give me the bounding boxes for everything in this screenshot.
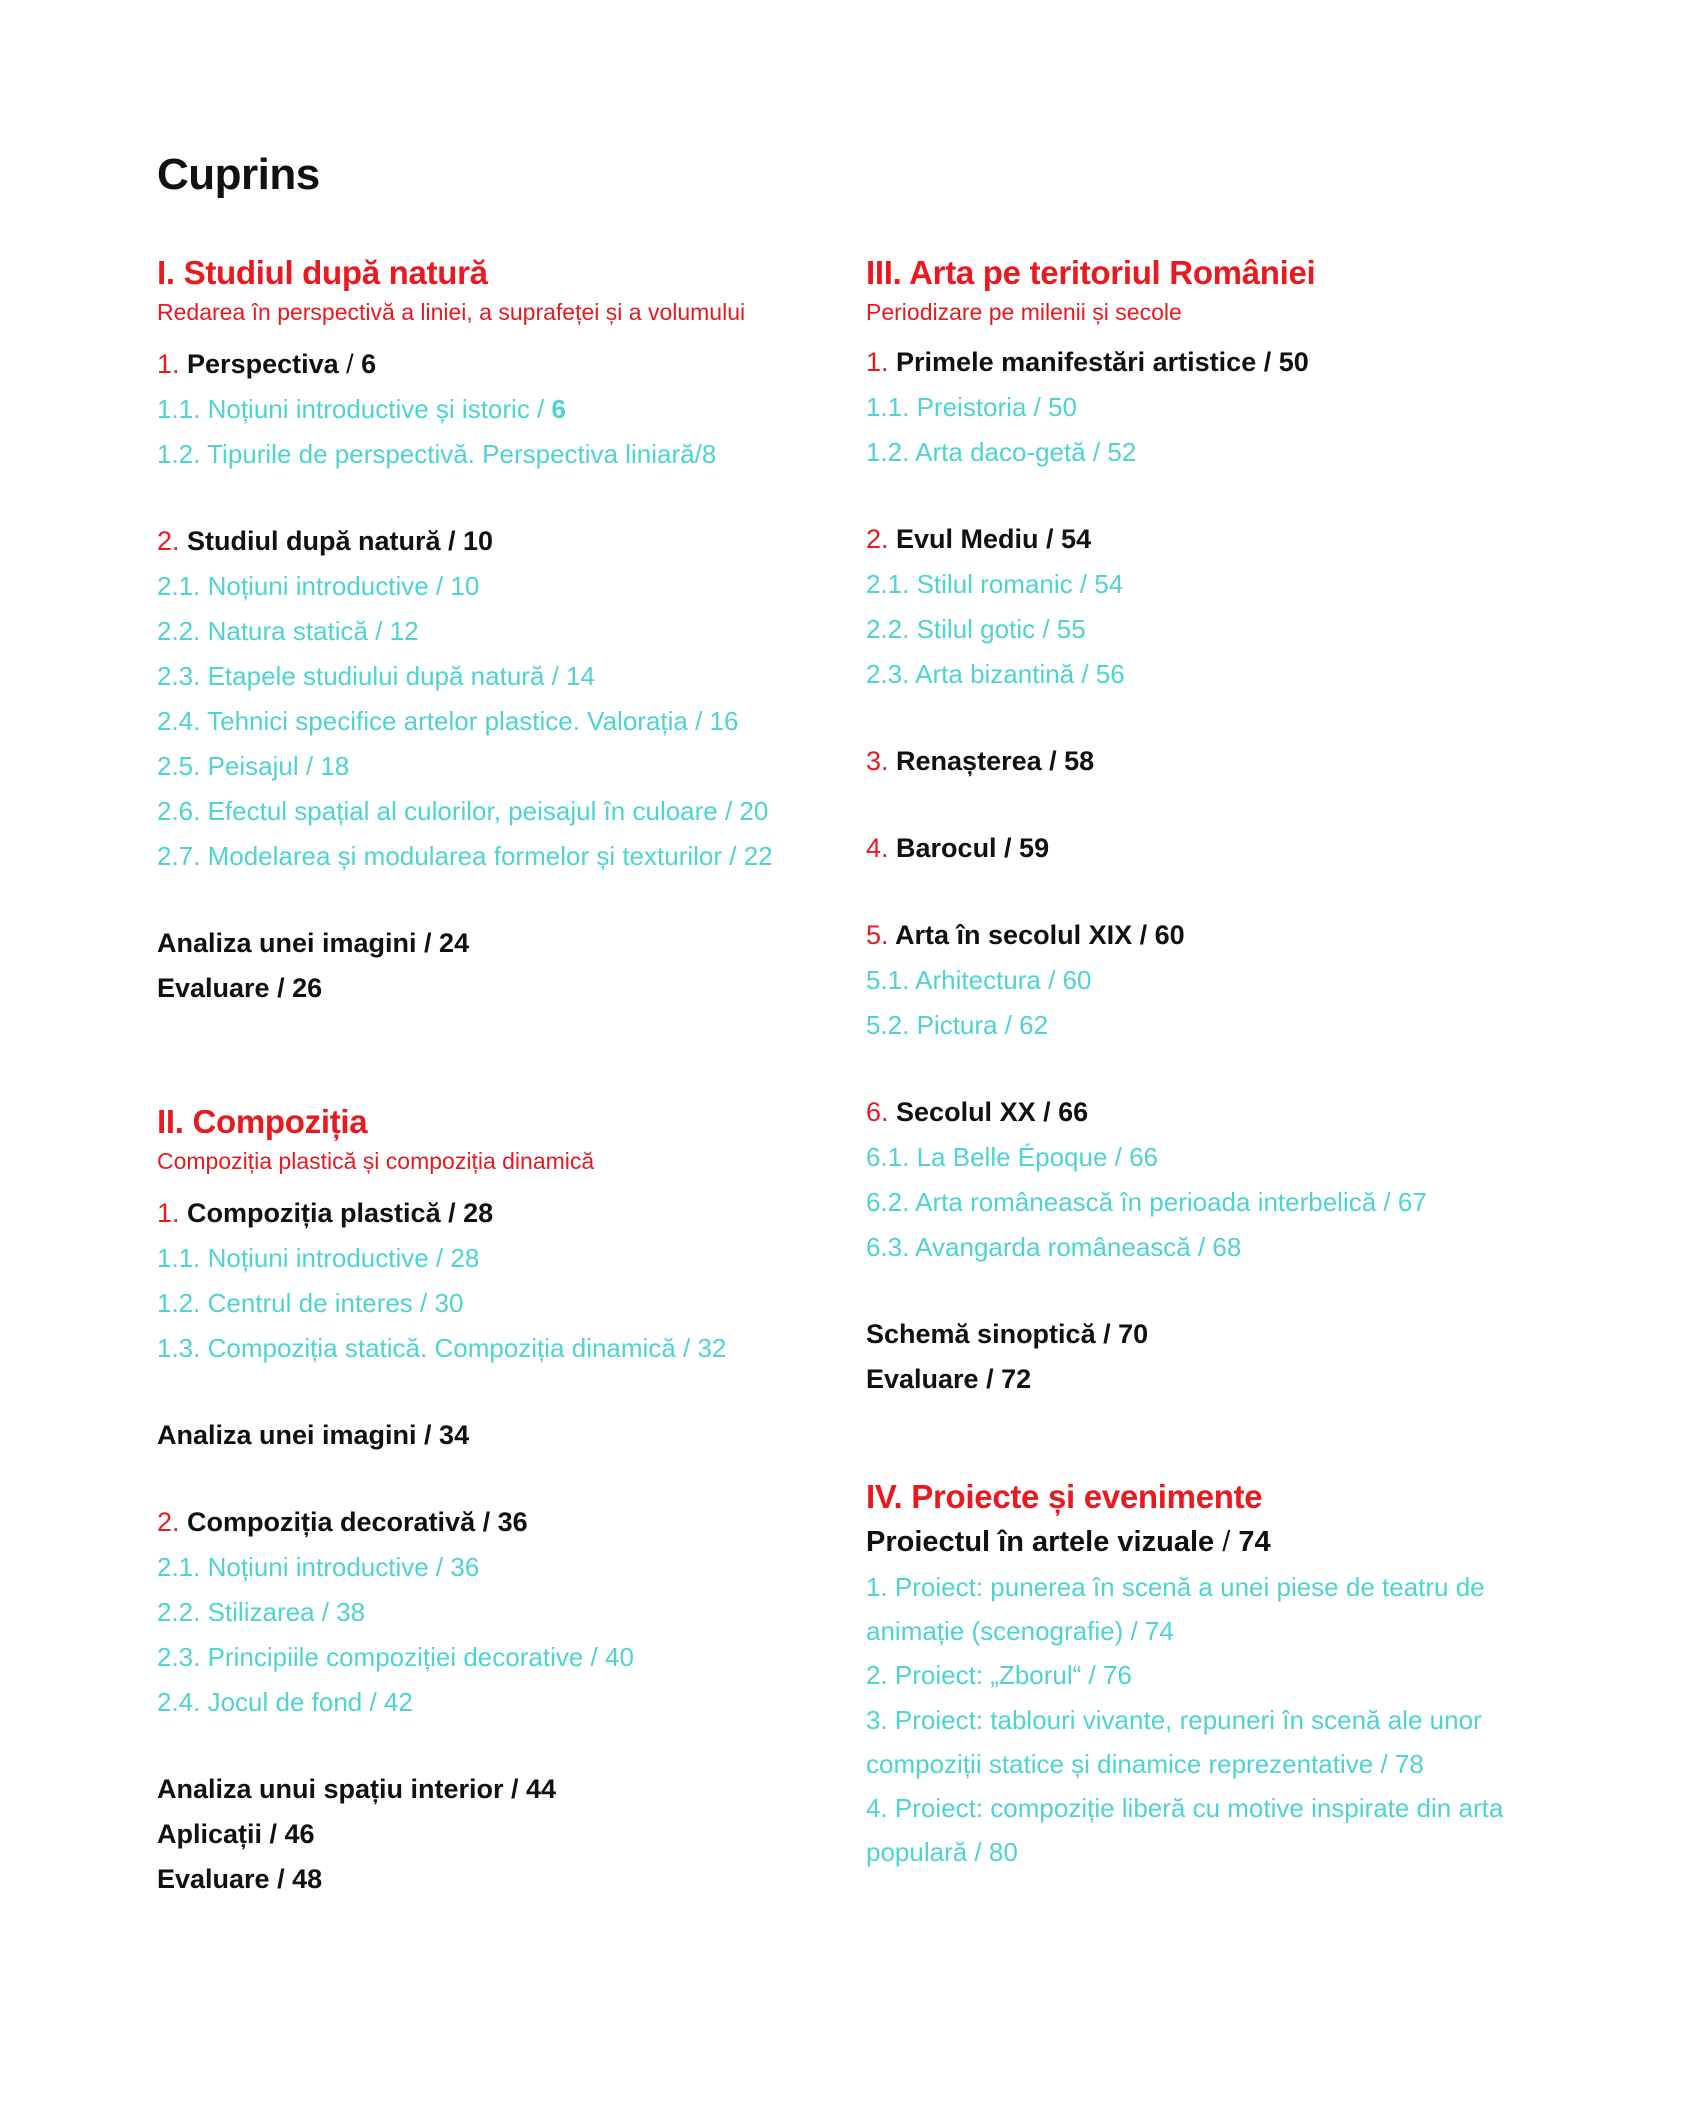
- lesson-title: Secolul XX / 66: [888, 1097, 1089, 1127]
- toc-topic[interactable]: 2.2. Stilizarea / 38: [157, 1597, 366, 1627]
- toc-entry[interactable]: Evaluare / 72: [866, 1364, 1032, 1394]
- lesson-number: 1.: [866, 347, 889, 377]
- toc-topic[interactable]: 1.2. Arta daco-getă / 52: [866, 437, 1137, 467]
- toc-entry[interactable]: Schemă sinoptică / 70: [866, 1319, 1149, 1349]
- toc-topic[interactable]: 3. Proiect: tablouri vivante, repuneri în scenă ale unor compoziții statice și dinamice reprezentative / 78: [866, 1705, 1482, 1779]
- toc-entry[interactable]: [866, 1520, 1566, 1565]
- toc-lesson[interactable]: [157, 1191, 837, 1236]
- section-subtitle: Periodizare pe milenii și secole: [866, 299, 1182, 325]
- page-separator: /: [338, 349, 362, 379]
- lesson-title: Studiul după natură / 10: [179, 526, 494, 556]
- toc-topic[interactable]: 2.1. Noțiuni introductive / 36: [157, 1552, 480, 1582]
- page-separator: /: [1214, 1526, 1239, 1558]
- lesson-number: 1.: [157, 1198, 180, 1228]
- lesson-title: Compoziția decorativă / 36: [179, 1507, 528, 1537]
- entry-title: Proiectul în artele vizuale: [866, 1526, 1215, 1558]
- lesson-number: 1.: [157, 349, 180, 379]
- toc-topic[interactable]: 1. Proiect: punerea în scenă a unei piese de teatru de animație (scenografie) / 74: [866, 1572, 1485, 1646]
- page-number: 6: [361, 349, 377, 379]
- section-4: [866, 1474, 1566, 1874]
- toc-topic[interactable]: 6.3. Avangarda românească / 68: [866, 1232, 1242, 1262]
- toc-topic[interactable]: 1.2. Tipurile de perspectivă. Perspectiva liniară/8: [157, 439, 717, 469]
- toc-lesson[interactable]: [157, 1500, 837, 1545]
- toc-lesson[interactable]: [866, 913, 1566, 958]
- toc-topic[interactable]: 2.4. Tehnici specifice artelor plastice. Valorația / 16: [157, 706, 739, 736]
- section-subtitle: Redarea în perspectivă a liniei, a suprafeței și a volumului: [157, 299, 746, 325]
- toc-entry[interactable]: Analiza unei imagini / 24: [157, 928, 470, 958]
- lesson-title: Compoziția plastică / 28: [179, 1198, 494, 1228]
- page-number: 6: [551, 394, 566, 424]
- toc-topic[interactable]: 6.2. Arta românească în perioada interbelică / 67: [866, 1187, 1427, 1217]
- toc-entry[interactable]: Evaluare / 48: [157, 1864, 323, 1894]
- page-title: Cuprins: [157, 150, 320, 199]
- toc-topic[interactable]: 5.2. Pictura / 62: [866, 1010, 1049, 1040]
- lesson-title: Evul Mediu / 54: [888, 524, 1092, 554]
- toc-entry[interactable]: Evaluare / 26: [157, 973, 323, 1003]
- toc-topic[interactable]: 1.1. Noțiuni introductive / 28: [157, 1243, 480, 1273]
- toc-entry[interactable]: Analiza unui spațiu interior / 44: [157, 1774, 557, 1804]
- lesson-title: Arta în secolul XIX / 60: [888, 920, 1185, 950]
- lesson-number: 2.: [157, 526, 180, 556]
- toc-entry[interactable]: Aplicații / 46: [157, 1819, 315, 1849]
- lesson-number: 4.: [866, 833, 889, 863]
- lesson-title: Barocul / 59: [888, 833, 1050, 863]
- toc-lesson[interactable]: [866, 1090, 1566, 1135]
- toc-topic[interactable]: 2.5. Peisajul / 18: [157, 751, 350, 781]
- section-2: [157, 1099, 837, 1902]
- toc-topic[interactable]: 2.3. Arta bizantină / 56: [866, 659, 1125, 689]
- lesson-title: Primele manifestări artistice / 50: [888, 347, 1309, 377]
- toc-topic[interactable]: 5.1. Arhitectura / 60: [866, 965, 1092, 995]
- toc-topic[interactable]: 2.7. Modelarea și modularea formelor și texturilor / 22: [157, 841, 773, 871]
- lesson-title: Renașterea / 58: [888, 746, 1095, 776]
- toc-lesson[interactable]: [866, 739, 1566, 784]
- toc-topic[interactable]: 1.3. Compoziția statică. Compoziția dinamică / 32: [157, 1333, 727, 1363]
- toc-lesson[interactable]: [866, 826, 1566, 871]
- lesson-number: 6.: [866, 1097, 889, 1127]
- section-title: I. Studiul după natură: [157, 254, 488, 291]
- toc-topic[interactable]: 2.2. Stilul gotic / 55: [866, 614, 1086, 644]
- toc-topic[interactable]: 6.1. La Belle Époque / 66: [866, 1142, 1159, 1172]
- section-title: IV. Proiecte și evenimente: [866, 1478, 1263, 1515]
- lesson-number: 5.: [866, 920, 889, 950]
- section-subtitle: Compoziția plastică și compoziția dinamică: [157, 1148, 595, 1174]
- toc-lesson[interactable]: [866, 517, 1566, 562]
- section-title: III. Arta pe teritoriul României: [866, 254, 1316, 291]
- lesson-title: Perspectiva: [179, 349, 339, 379]
- toc-lesson[interactable]: [157, 342, 837, 387]
- toc-entry[interactable]: Analiza unei imagini / 34: [157, 1420, 470, 1450]
- lesson-number: 2.: [866, 524, 889, 554]
- toc-topic[interactable]: 4. Proiect: compoziție liberă cu motive inspirate din arta populară / 80: [866, 1793, 1504, 1867]
- toc-topic[interactable]: 2.2. Natura statică / 12: [157, 616, 419, 646]
- section-1: [157, 250, 837, 1011]
- toc-topic[interactable]: 2. Proiect: „Zborul“ / 76: [866, 1660, 1132, 1690]
- lesson-number: 3.: [866, 746, 889, 776]
- toc-topic[interactable]: 2.6. Efectul spațial al culorilor, peisajul în culoare / 20: [157, 796, 769, 826]
- toc-lesson[interactable]: [157, 519, 837, 564]
- toc-topic[interactable]: 1.1. Preistoria / 50: [866, 392, 1077, 422]
- section-3: [866, 250, 1566, 1402]
- toc-topic[interactable]: [157, 387, 837, 432]
- topic-title: 1.1. Noțiuni introductive și istoric /: [157, 394, 552, 424]
- toc-right-column: [866, 250, 1566, 1874]
- toc-topic[interactable]: 2.1. Stilul romanic / 54: [866, 569, 1124, 599]
- lesson-number: 2.: [157, 1507, 180, 1537]
- section-title: II. Compoziția: [157, 1103, 368, 1140]
- toc-topic[interactable]: 2.4. Jocul de fond / 42: [157, 1687, 413, 1717]
- page-number: 74: [1238, 1526, 1271, 1558]
- toc-topic[interactable]: 2.1. Noțiuni introductive / 10: [157, 571, 480, 601]
- toc-left-column: [157, 250, 837, 1902]
- toc-topic[interactable]: 2.3. Etapele studiului după natură / 14: [157, 661, 595, 691]
- toc-topic[interactable]: 2.3. Principiile compoziției decorative / 40: [157, 1642, 634, 1672]
- toc-lesson[interactable]: [866, 340, 1566, 385]
- toc-topic[interactable]: 1.2. Centrul de interes / 30: [157, 1288, 464, 1318]
